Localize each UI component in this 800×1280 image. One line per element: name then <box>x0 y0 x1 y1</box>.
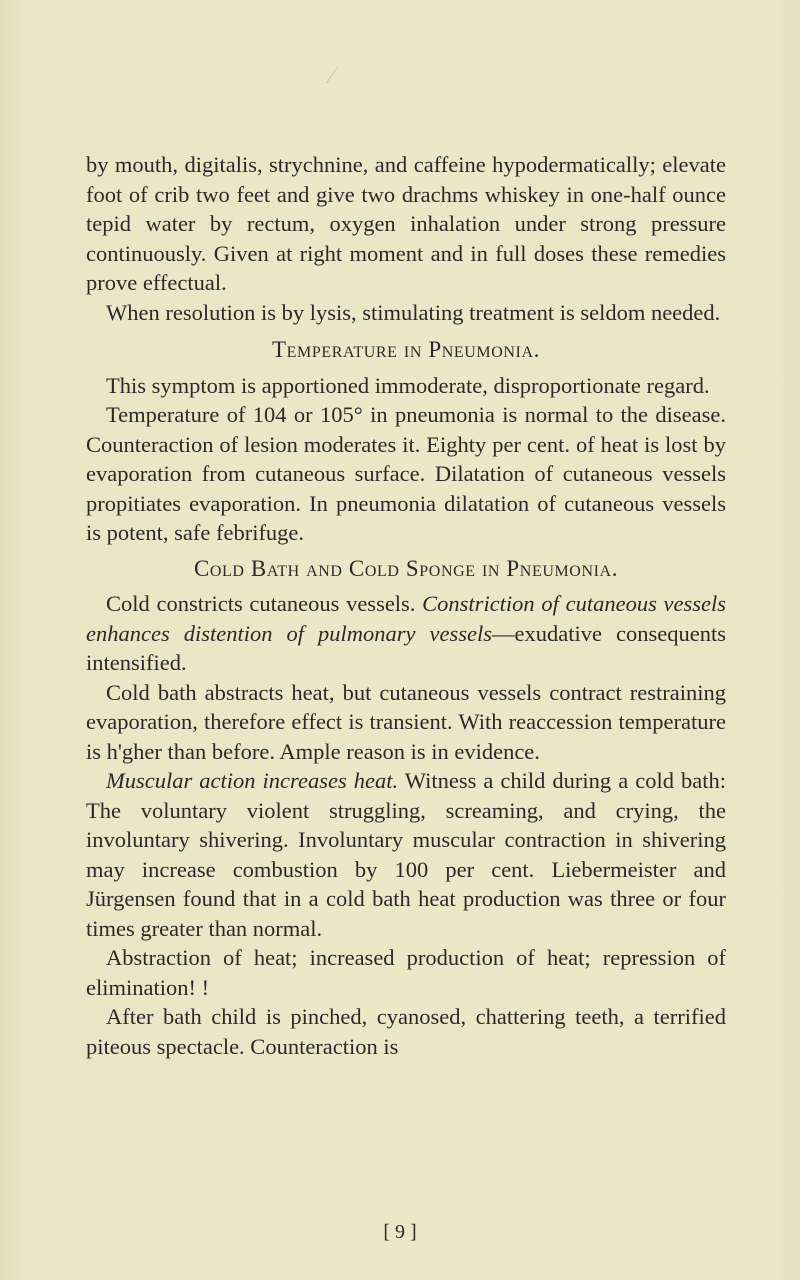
page-number: [ 9 ] <box>383 1221 417 1243</box>
heading-cold-bath: Cold Bath and Cold Sponge in Pneumonia. <box>193 555 619 581</box>
cold-p3-emphasis: Muscular action increases heat. <box>106 768 399 793</box>
cold-paragraph-3 <box>86 766 726 943</box>
pencil-mark <box>326 66 353 93</box>
cold-paragraph-4: Abstraction of heat; increased production of heat; repression of elimination! ! <box>86 945 726 1000</box>
heading-temperature: Temperature in Pneumonia. <box>272 337 540 362</box>
cold-p1-tail: —exudative consequents intensified. <box>86 620 727 675</box>
lysis-paragraph: When resolution is by lysis, stimulating treatment is seldom needed. <box>106 299 721 325</box>
cold-p1-emphasis: Constriction of cutaneous vessels enhances distention of pulmonary vessels <box>86 591 727 646</box>
temperature-paragraph-1: This symptom is apportioned immoderate, disproportionate regard. <box>106 372 710 398</box>
page-body <box>86 150 726 1061</box>
cold-p3-tail: Witness a child during a cold bath: The voluntary violent struggling, screaming, and crying, the involuntary shivering. Involuntary muscular contraction in shivering may increase combustion by 100 per cent. Liebermeister and Jürgensen found that in a cold bath heat production was three or four times greater than normal. <box>86 768 726 941</box>
cold-paragraph-1 <box>86 589 726 678</box>
intro-paragraph: by mouth, digitalis, strychnine, and caffeine hypodermatically; elevate foot of crib two feet and give two drachms whiskey in one-half ounce tepid water by rectum, oxygen inhalation under strong pressure continuously. Given at right moment and in full doses these remedies prove effectual. <box>86 152 726 295</box>
cold-paragraph-2: Cold bath abstracts heat, but cutaneous vessels contract restraining evaporation, therefore effect is transient. With reaccession temperature is h'gher than before. Ample reason is in evidence. <box>86 679 726 764</box>
temperature-paragraph-2: Temperature of 104 or 105° in pneumonia is normal to the disease. Counteraction of lesion moderates it. Eighty per cent. of heat is lost by evaporation from cutaneous surface. Dilatation of cutaneous vessels propitiates evaporation. In pneumonia dilatation of cutaneous vessels is potent, safe febrifuge. <box>86 402 726 545</box>
cold-p1-lead: Cold constricts cutaneous vessels. <box>106 591 416 616</box>
cold-paragraph-5: After bath child is pinched, cyanosed, chattering teeth, a terrified piteous spectacle. Counteraction is <box>86 1004 726 1059</box>
